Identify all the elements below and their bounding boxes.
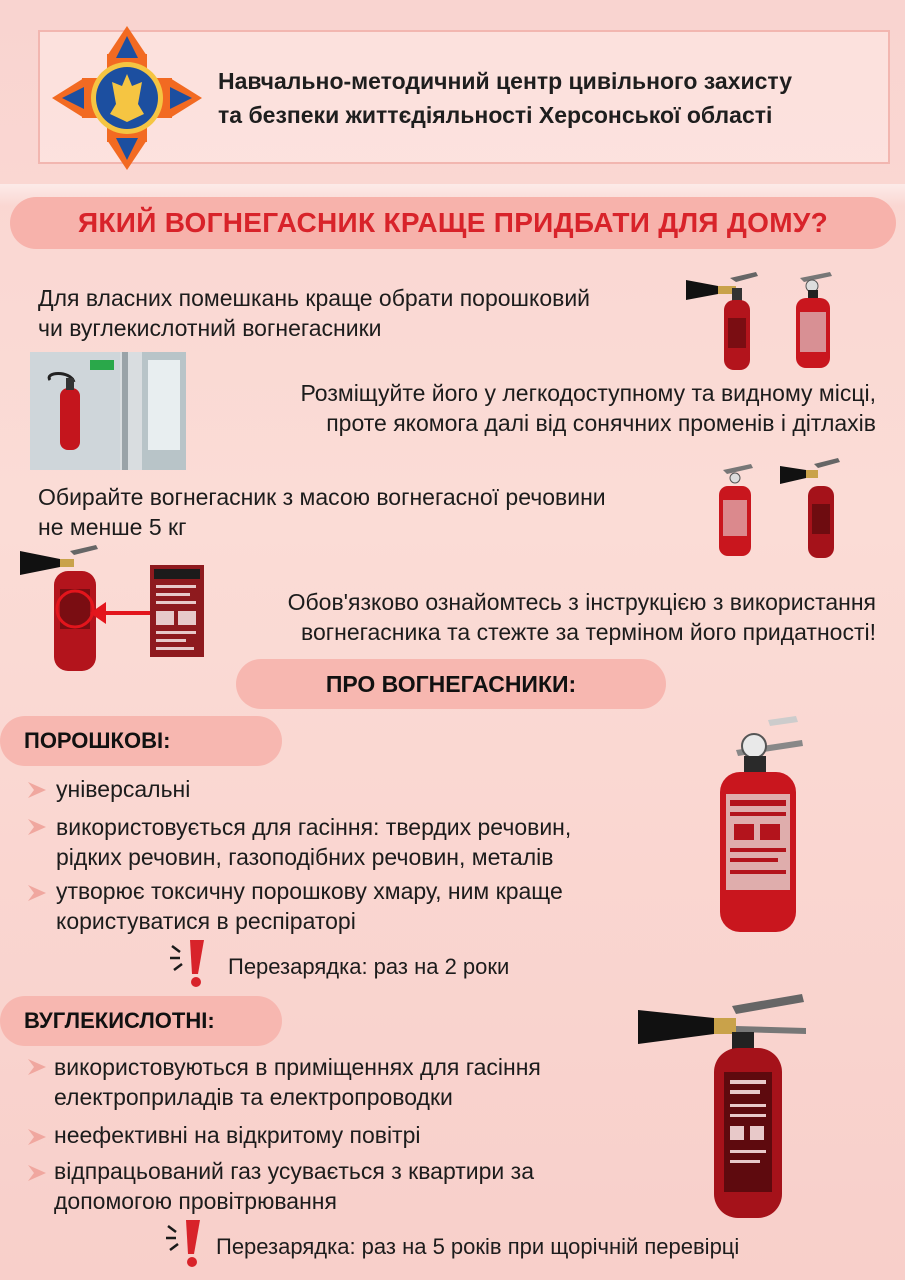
chevron-right-icon — [26, 779, 48, 801]
instruction-label-icon — [150, 565, 204, 657]
tip-3-line-2: не менше 5 кг — [38, 514, 187, 540]
co2-bullet-3-line-2: допомогою провітрювання — [54, 1188, 337, 1214]
co2-bullet-1 — [54, 1052, 654, 1112]
co2-bullet-1-line-2: електроприладів та електропроводки — [54, 1084, 453, 1110]
co2-heading: ВУГЛЕКИСЛОТНІ: — [0, 996, 282, 1046]
org-line-1: Навчально-методичний центр цивільного захисту — [218, 68, 793, 94]
page-title: ЯКИЙ ВОГНЕГАСНИК КРАЩЕ ПРИДБАТИ ДЛЯ ДОМУ? — [77, 207, 829, 238]
powder-bullet-2 — [56, 812, 696, 872]
tip-1-line-1: Для власних помешкань краще обрати порошковий — [38, 285, 591, 311]
powder-bullet-3 — [56, 876, 696, 936]
wall-mounted-extinguisher-photo — [30, 352, 186, 470]
chevron-right-icon — [26, 1126, 48, 1148]
dsns-emblem — [52, 26, 202, 170]
powder-extinguisher-icon — [715, 462, 755, 558]
org-line-2: та безпеки життєдіяльності Херсонської області — [218, 102, 773, 128]
tip-2-line-2: проте якомога далі від сонячних променів і дітлахів — [326, 410, 876, 436]
tip-1 — [38, 283, 678, 343]
chevron-right-icon — [26, 882, 48, 904]
chevron-right-icon — [26, 816, 48, 838]
tip-2 — [200, 378, 876, 438]
co2-extinguisher-large-icon — [636, 994, 808, 1220]
co2-extinguisher-icon — [780, 458, 846, 560]
powder-recharge: Перезарядка: раз на 2 роки — [228, 954, 510, 979]
tip-3 — [38, 482, 698, 542]
co2-recharge: Перезарядка: раз на 5 років при щорічній перевірці — [216, 1234, 740, 1259]
co2-bullet-3 — [54, 1156, 654, 1216]
powder-bullet-2-line-2: рідких речовин, газоподібних речовин, металів — [56, 844, 554, 870]
powder-heading: ПОРОШКОВІ: — [0, 716, 282, 766]
co2-bullet-2: неефективні на відкритому повітрі — [54, 1122, 421, 1148]
tip-4-line-2: вогнегасника та стежте за терміном його придатності! — [301, 619, 876, 645]
about-heading: ПРО ВОГНЕГАСНИКИ: — [236, 659, 666, 709]
powder-extinguisher-large-icon — [708, 716, 808, 936]
co2-extinguisher-icon — [686, 268, 776, 372]
co2-bullet-1-line-1: використовуються в приміщеннях для гасіння — [54, 1054, 541, 1080]
tip-4 — [200, 587, 876, 647]
powder-bullet-1: універсальні — [56, 776, 191, 802]
tip-4-line-1: Обов'язково ознайомтесь з інструкцією з використання — [287, 589, 876, 615]
powder-bullet-3-line-2: користуватися в респіраторі — [56, 908, 356, 934]
co2-bullet-3-line-1: відпрацьований газ усувається з квартири за — [54, 1158, 535, 1184]
tip-1-line-2: чи вуглекислотний вогнегасники — [38, 315, 382, 341]
powder-extinguisher-icon — [790, 270, 836, 370]
chevron-right-icon — [26, 1056, 48, 1078]
powder-bullet-3-line-1: утворює токсичну порошкову хмару, ним краще — [56, 878, 563, 904]
organization-name — [218, 64, 888, 132]
exclamation-icon — [166, 1218, 206, 1268]
tip-3-line-1: Обирайте вогнегасник з масою вогнегасної речовини — [38, 484, 606, 510]
chevron-right-icon — [26, 1162, 48, 1184]
tip-2-line-1: Розміщуйте його у легкодоступному та видному місці, — [300, 380, 876, 406]
powder-bullet-2-line-1: використовується для гасіння: твердих речовин, — [56, 814, 572, 840]
exclamation-icon — [170, 938, 210, 988]
red-arrow-icon — [90, 598, 152, 628]
